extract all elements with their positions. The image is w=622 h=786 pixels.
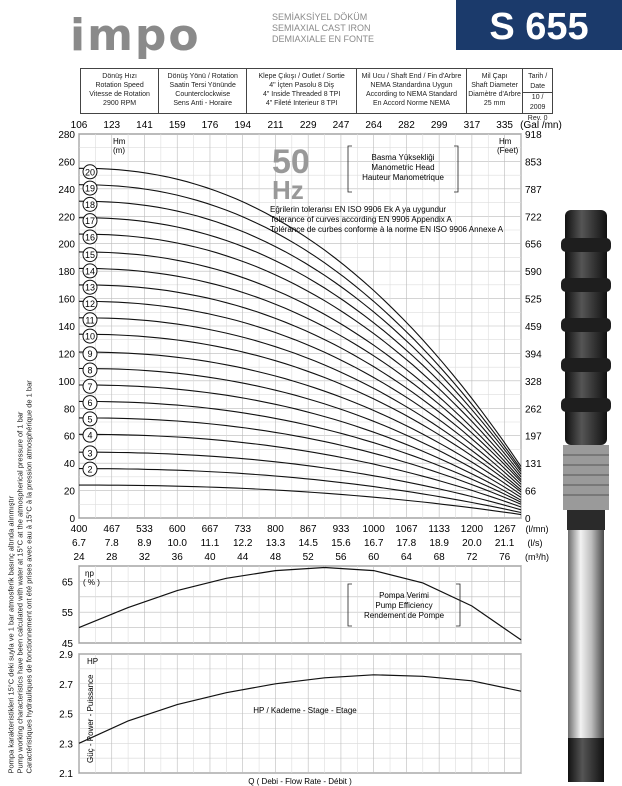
y-tick-label: 140	[58, 322, 75, 333]
tolerance-line: Tolerance of curves according EN 9906 Appendix A	[270, 215, 452, 224]
x-tick-label-m3h: 64	[400, 552, 412, 563]
x-tick-label-lmn: 1267	[493, 524, 516, 535]
y-tick-label-feet: 197	[525, 431, 542, 443]
x-tick-label-galmn: 264	[365, 120, 383, 131]
stage-label: 10	[84, 331, 96, 342]
x-tick-label-lmn: 1200	[460, 524, 484, 535]
power-title: HP / Kademe - Stage - Etage	[253, 706, 357, 715]
stage-label: 20	[84, 167, 96, 178]
impo-logo: impo	[70, 10, 201, 61]
y-tick-label-feet: 656	[525, 239, 542, 251]
x-tick-label-ls: 21.1	[494, 538, 515, 549]
power-y-label: Güç - Power - Puissance	[86, 674, 95, 763]
x-tick-label-ls: 14.5	[298, 538, 318, 549]
y-tick-label: 200	[58, 239, 75, 251]
x-axis-label: Q ( Debi - Flow Rate - Débit )	[248, 777, 352, 786]
x-tick-label-ls: 10.0	[167, 538, 187, 549]
x-unit-m3h: (m³/h)	[525, 552, 549, 562]
x-tick-label-m3h: 72	[466, 552, 478, 563]
x-tick-label-galmn: 211	[267, 120, 284, 131]
stage-label: 11	[85, 315, 95, 326]
x-tick-label-galmn: 194	[234, 120, 252, 131]
spec-text: 4" Inside Threaded 8 TPI	[262, 91, 341, 98]
spec-text: 4" Fileté Interieur 8 TPI	[265, 100, 338, 107]
spec-text: En Accord Norme NEMA	[372, 100, 450, 107]
subtitle-line: SEMIAXIAL CAST IRON	[272, 23, 371, 33]
model-title: S 655	[456, 0, 622, 50]
x-tick-label-ls: 13.3	[265, 538, 286, 549]
efficiency-title-line: Rendement de Pompe	[363, 611, 445, 620]
x-tick-label-m3h: 24	[73, 552, 85, 563]
spec-text: Diamètre d'Arbre	[468, 91, 521, 98]
stage-label: 5	[87, 414, 93, 425]
x-tick-label-lmn: 467	[103, 524, 121, 535]
x-tick-label-galmn: 159	[168, 120, 186, 131]
y-tick-label-feet: 66	[525, 486, 537, 498]
spec-text: According to NEMA Standard	[365, 91, 457, 98]
spec-text: Mil Ucu / Shaft End / Fin d'Arbre	[361, 73, 462, 80]
y-axis-label-feet: Hm	[499, 137, 512, 146]
efficiency-y-label: ηp	[85, 569, 94, 578]
stage-label: 6	[87, 398, 93, 409]
y-tick-label: 260	[58, 157, 75, 169]
x-tick-label-lmn: 600	[168, 524, 186, 535]
efficiency-y-tick: 55	[61, 608, 73, 620]
y-tick-label: 180	[58, 267, 75, 279]
x-tick-label-m3h: 76	[499, 552, 511, 563]
x-tick-label-galmn: 106	[70, 120, 88, 131]
y-tick-label: 120	[58, 349, 75, 361]
power-y-tick: 2.1	[59, 769, 73, 780]
subtitle-line: SEMİAKSİYEL DÖKÜM	[272, 12, 368, 22]
stage-label: 7	[87, 381, 93, 392]
x-tick-label-ls: 6.7	[72, 538, 86, 549]
stage-label: 8	[87, 365, 93, 376]
x-tick-label-ls: 12.2	[232, 538, 253, 549]
x-tick-label-galmn: 247	[332, 120, 350, 131]
spec-text: Shaft Diameter	[471, 82, 518, 89]
power-y-tick: 2.9	[59, 650, 73, 661]
y-tick-label-feet: 525	[525, 294, 542, 306]
y-tick-label-feet: 459	[525, 322, 542, 333]
x-tick-label-ls: 16.7	[363, 538, 384, 549]
spec-text: 25 mm	[483, 100, 506, 107]
x-tick-label-m3h: 28	[106, 552, 118, 563]
date-value: 10 / 2009	[523, 93, 552, 114]
x-tick-label-lmn: 667	[201, 524, 219, 535]
y-tick-label: 280	[58, 130, 75, 141]
x-tick-label-galmn: 141	[136, 120, 153, 131]
x-tick-label-m3h: 40	[204, 552, 216, 563]
stage-label: 16	[84, 232, 96, 243]
spec-text: Counterclockwise	[175, 91, 231, 98]
y-tick-label-feet: 787	[525, 184, 542, 196]
frequency-label: 50	[272, 143, 310, 181]
y-tick-label: 40	[63, 459, 75, 471]
power-y-tick: 2.3	[59, 739, 73, 751]
x-tick-label-m3h: 60	[368, 552, 380, 563]
x-tick-label-lmn: 933	[332, 524, 350, 535]
stage-label: 13	[84, 282, 96, 293]
x-tick-label-galmn: 317	[463, 120, 481, 131]
x-tick-label-m3h: 68	[433, 552, 445, 563]
x-tick-label-m3h: 48	[269, 552, 282, 563]
x-tick-label-m3h: 52	[302, 552, 314, 563]
spec-text: Mil Çapı	[481, 73, 508, 80]
x-tick-label-ls: 17.8	[396, 538, 417, 549]
x-tick-label-galmn: 229	[299, 120, 317, 131]
y-tick-label: 100	[58, 376, 75, 388]
y-tick-label-feet: 918	[525, 130, 542, 141]
x-tick-label-m3h: 32	[138, 552, 151, 563]
stage-label: 17	[84, 216, 96, 227]
spec-text: Saatin Tersi Yönünde	[169, 82, 236, 89]
x-tick-label-lmn: 1133	[428, 524, 450, 535]
stage-label: 18	[84, 199, 96, 210]
x-tick-label-lmn: 800	[267, 524, 284, 535]
efficiency-y-tick: 65	[61, 577, 73, 589]
stage-label: 15	[84, 250, 96, 261]
pump-image	[555, 210, 617, 782]
tolerance-line: Tolérance de curbes conforme à la norme EN ISO 9906 Annexe A	[270, 225, 504, 234]
x-tick-label-m3h: 44	[237, 552, 249, 563]
x-tick-label-ls: 7.8	[104, 538, 119, 549]
date-label: Tarih / Date	[523, 72, 552, 93]
stage-label: 14	[84, 266, 96, 277]
spec-text: 4" İçten Pasolu 8 Diş	[269, 82, 335, 89]
spec-text: Vitesse de Rotation	[89, 91, 150, 98]
spec-text: NEMA Standardına Uygun	[370, 82, 453, 89]
y-tick-label-feet: 722	[525, 212, 542, 224]
efficiency-title-line: Pompa Verimi	[379, 591, 429, 600]
x-unit-ls: (l/s)	[527, 538, 543, 548]
stage-label: 2	[87, 464, 93, 475]
x-tick-label-m3h: 56	[335, 552, 347, 563]
spec-text: Sens Anti - Horaire	[173, 100, 233, 107]
stage-label: 19	[84, 183, 96, 194]
y-tick-label-feet: 328	[525, 376, 542, 388]
x-tick-label-lmn: 1000	[362, 524, 385, 535]
x-tick-label-ls: 20.0	[462, 538, 482, 549]
x-tick-label-ls: 11.1	[200, 538, 220, 549]
x-tick-label-galmn: 282	[398, 120, 415, 131]
x-tick-label-ls: 15.6	[331, 538, 351, 549]
x-unit-galmn: (Gal /mn)	[520, 120, 562, 131]
efficiency-y-unit: ( % )	[83, 578, 100, 587]
power-y-tick: 2.7	[59, 679, 73, 691]
y-tick-label-feet: 394	[525, 349, 542, 361]
power-y-tick: 2.5	[59, 709, 73, 721]
x-unit-lmn: (l/mn)	[525, 524, 549, 534]
y-tick-label-feet: 853	[525, 157, 542, 169]
rev-value: 0	[543, 115, 548, 122]
x-tick-label-lmn: 400	[70, 524, 88, 535]
x-tick-label-galmn: 176	[201, 120, 219, 131]
stage-label: 4	[87, 430, 93, 441]
y-tick-label: 20	[63, 486, 75, 498]
spec-text: Klepe Çıkışı / Outlet / Sortie	[258, 73, 345, 80]
note-line: Caractéristiques hydrauliques de fonctionnement ont été prises avec eau à 15°C à la pression atmosphérique de 1 bar	[24, 380, 34, 774]
note-line: Pompa karakteristikleri 15°C deki suyla ve 1 bar atmosferik basınç altında alınmıştır	[6, 495, 16, 774]
head-title-line: Basma Yüksekliği	[371, 153, 435, 162]
efficiency-title-line: Pump Efficiency	[375, 601, 433, 610]
y-tick-label-feet: 0	[525, 514, 531, 525]
x-tick-label-lmn: 867	[299, 524, 317, 535]
x-tick-label-galmn: 123	[103, 120, 121, 131]
stage-label: 12	[84, 298, 96, 309]
tolerance-line: Eğrilerin toleransı EN ISO 9906 Ek A ya uygundur	[270, 205, 447, 214]
y-axis-label-feet-unit: (Feet)	[497, 146, 519, 155]
y-tick-label: 240	[58, 184, 75, 196]
head-title-line: Manometric Head	[371, 163, 435, 172]
y-tick-label-feet: 131	[525, 459, 542, 471]
y-tick-label: 0	[69, 514, 75, 525]
spec-text: 2900 RPM	[103, 100, 137, 107]
y-tick-label: 80	[63, 404, 75, 416]
power-y-unit: HP	[87, 657, 99, 666]
spec-text: Dönüş Hızı	[102, 73, 137, 80]
y-axis-label-m-unit: (m)	[113, 146, 125, 155]
y-tick-label: 60	[63, 431, 75, 443]
x-tick-label-lmn: 733	[234, 524, 252, 535]
x-tick-label-galmn: 299	[430, 120, 448, 131]
x-tick-label-lmn: 533	[136, 524, 153, 535]
efficiency-y-tick: 45	[61, 639, 73, 650]
spec-text: Rotation Speed	[95, 82, 144, 89]
x-tick-label-lmn: 1067	[395, 524, 418, 535]
y-tick-label-feet: 262	[525, 404, 542, 416]
x-tick-label-galmn: 335	[496, 120, 513, 131]
frequency-unit: Hz	[272, 175, 304, 205]
x-tick-label-m3h: 36	[171, 552, 183, 563]
x-tick-label-ls: 18.9	[429, 538, 449, 549]
y-tick-label: 160	[58, 294, 75, 306]
head-title-line: Hauteur Manometrique	[362, 173, 444, 182]
rev-label: Rev.	[527, 115, 542, 122]
y-axis-label-m: Hm	[113, 137, 126, 146]
y-tick-label-feet: 590	[525, 267, 542, 279]
stage-label: 3	[87, 448, 93, 459]
note-line: Pump working characteristics have been calculated with water at 15°C at the atmospherical pressure of 1 bar	[15, 411, 25, 774]
y-tick-label: 220	[58, 212, 75, 224]
x-tick-label-ls: 8.9	[137, 538, 152, 549]
spec-text: Dönüş Yönü / Rotation	[167, 73, 238, 80]
efficiency-chart-frame	[79, 566, 521, 643]
subtitle-line: DEMIAXIALE EN FONTE	[272, 34, 375, 44]
stage-label: 9	[87, 349, 93, 360]
